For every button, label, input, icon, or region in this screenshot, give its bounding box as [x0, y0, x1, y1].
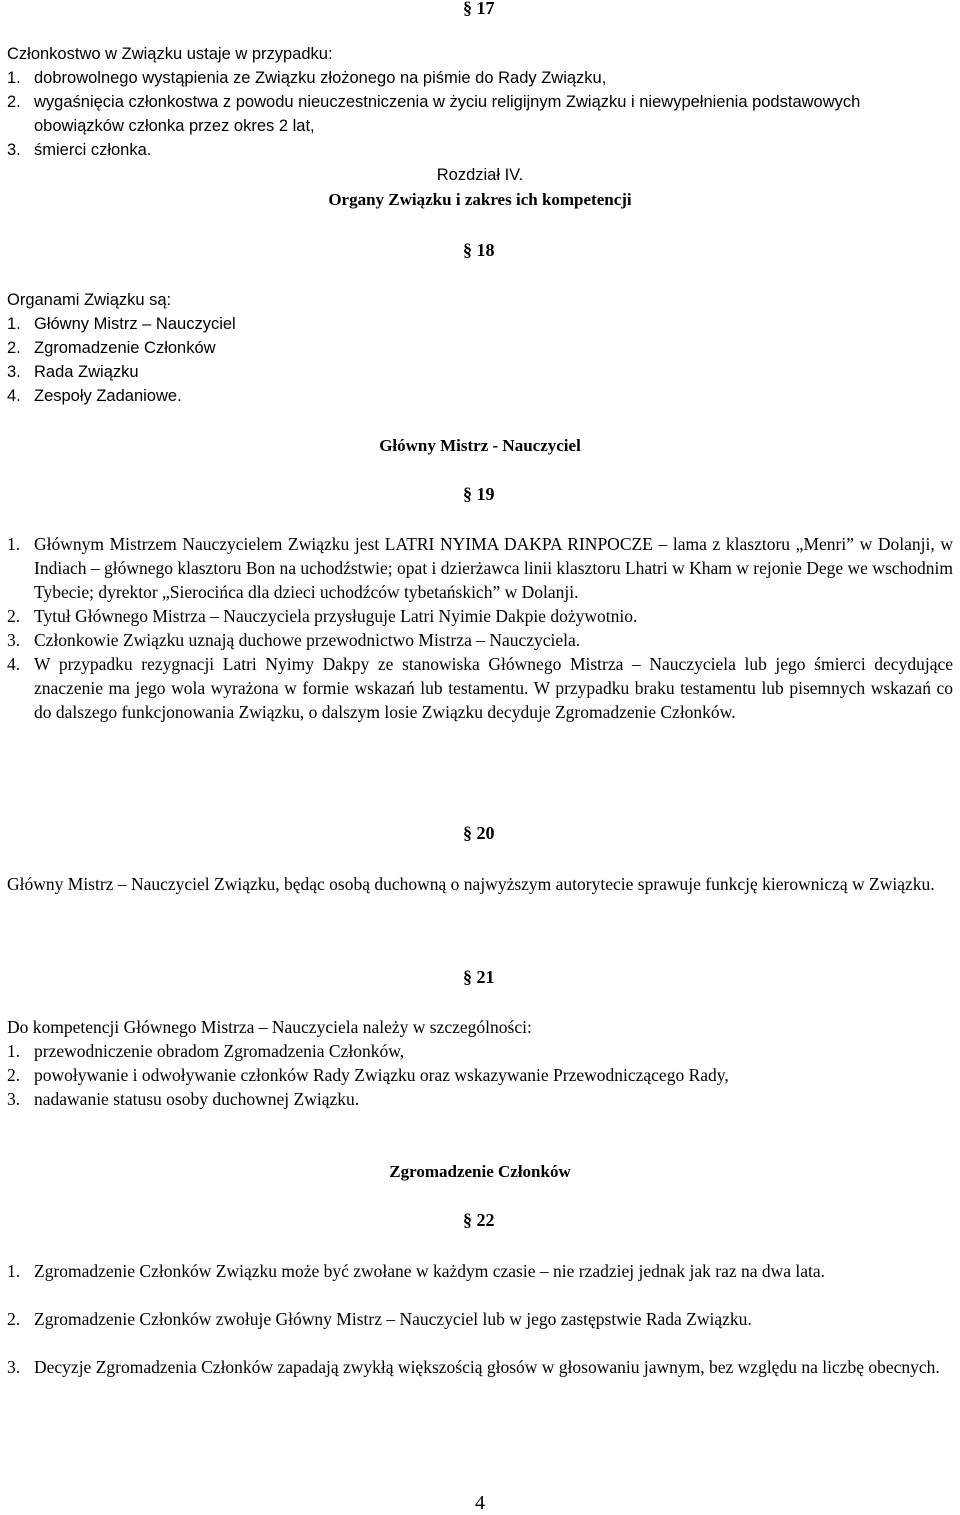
list-text: Zgromadzenie Członków Związku może być zwołane w każdym czasie – nie rzadziej jednak jak raz na dwa lata. [34, 1261, 826, 1281]
heading-general-assembly: Zgromadzenie Członków [389, 1162, 571, 1181]
section-21-intro: Do kompetencji Głównego Mistrza – Nauczyciela należy w szczególności: [7, 1017, 532, 1037]
list-number: 2. [7, 1065, 21, 1085]
section-19-body [7, 532, 953, 724]
section-19-sign: § 19 [463, 484, 495, 504]
chapter-title: Organy Związku i zakres ich kompetencji [328, 190, 632, 209]
section-17-sign: § 17 [463, 0, 495, 18]
list-number: 4. [7, 387, 21, 405]
section-20-text: Główny Mistrz – Nauczyciel Związku, będąc osobą duchowną o najwyższym autorytecie sprawuje funkcję kierowniczą w Związku. [7, 874, 935, 894]
list-item [7, 312, 953, 336]
list-text: wygaśnięcia członkostwa z powodu nieuczestniczenia w życiu religijnym Związku i niewypełnienia podstawowych obowiązków członka przez okres 2 lat, [34, 93, 861, 135]
list-number: 2. [7, 1309, 21, 1329]
list-text: nadawanie statusu osoby duchownej Związku. [34, 1089, 360, 1109]
heading-main-master: Główny Mistrz - Nauczyciel [379, 436, 581, 455]
list-item [7, 336, 953, 360]
section-21-body [7, 1015, 953, 1111]
list-number: 3. [7, 141, 21, 159]
list-text: dobrowolnego wystąpienia ze Związku złożonego na piśmie do Rady Związku, [34, 69, 607, 87]
list-text: Członkowie Związku uznają duchowe przewodnictwo Mistrza – Nauczyciela. [34, 630, 581, 650]
section-18-intro: Organami Związku są: [7, 291, 172, 309]
list-text: Głównym Mistrzem Nauczycielem Związku jest LATRI NYIMA DAKPA RINPOCZE – lama z klasztoru „Menri” w Dolanji, w Indiach – głównego klasztoru Bon na uchodźstwie; opat i dzierżawca linii klasztoru Lhatri w Kham w rejonie Dege we wschodnim Tybecie; dyrektor „Sierocińca dla dzieci uchodźców tybetańskich” w Dolanji. [34, 534, 953, 602]
list-item [7, 1039, 953, 1063]
list-number: 1. [7, 1261, 21, 1281]
list-number: 3. [7, 363, 21, 381]
list-text: Główny Mistrz – Nauczyciel [34, 315, 236, 333]
section-17-intro: Członkostwo w Związku ustaje w przypadku: [7, 45, 333, 63]
list-item [7, 138, 953, 162]
list-number: 2. [7, 93, 21, 111]
list-item [7, 1063, 953, 1087]
list-number: 3. [7, 1089, 21, 1109]
list-text: śmierci członka. [34, 141, 152, 159]
list-text: Zgromadzenie Członków zwołuje Główny Mistrz – Nauczyciel lub w jego zastępstwie Rada Związku. [34, 1309, 752, 1329]
list-item [7, 1259, 953, 1283]
list-text: Zespoły Zadaniowe. [34, 387, 182, 405]
section-20-body [7, 872, 953, 896]
section-22-body [7, 1259, 953, 1379]
page-number: 4 [475, 1492, 485, 1514]
list-number: 3. [7, 630, 21, 650]
list-text: przewodniczenie obradom Zgromadzenia Członków, [34, 1041, 405, 1061]
list-number: 2. [7, 606, 21, 626]
list-item [7, 1355, 953, 1379]
list-number: 1. [7, 1041, 21, 1061]
list-text: powoływanie i odwoływanie członków Rady Związku oraz wskazywanie Przewodniczącego Rady, [34, 1065, 729, 1085]
section-20-sign: § 20 [463, 823, 495, 843]
list-number: 1. [7, 69, 21, 87]
list-text: W przypadku rezygnacji Latri Nyimy Dakpy ze stanowiska Głównego Mistrza – Nauczyciela lub jego śmierci decydujące znaczenie ma jego wola wyrażona w formie wskazań lub testamentu. W przypadku braku testamentu lub pisemnych wskazań co do dalszego funkcjonowania Związku, o dalszym losie Związku decyduje Zgromadzenie Członków. [34, 654, 953, 722]
list-text: Decyzje Zgromadzenia Członków zapadają zwykłą większością głosów w głosowaniu jawnym, bez względu na liczbę obecnych. [34, 1357, 940, 1377]
list-text: Zgromadzenie Członków [34, 339, 216, 357]
list-item [7, 90, 953, 138]
chapter-label: Rozdział IV. [436, 166, 524, 184]
list-item [7, 1087, 953, 1111]
list-item [7, 66, 953, 90]
list-text: Rada Związku [34, 363, 139, 381]
list-text: Tytuł Głównego Mistrza – Nauczyciela przysługuje Latri Nyimie Dakpie dożywotnio. [34, 606, 638, 626]
section-21-sign: § 21 [463, 967, 495, 987]
list-item [7, 384, 953, 408]
list-item [7, 1307, 953, 1331]
section-17-body [7, 42, 953, 162]
list-number: 1. [7, 534, 21, 554]
section-22-sign: § 22 [463, 1210, 495, 1230]
list-number: 1. [7, 315, 21, 333]
list-number: 4. [7, 654, 21, 674]
section-18-sign: § 18 [463, 240, 495, 260]
list-item [7, 628, 953, 652]
list-item [7, 652, 953, 724]
list-item [7, 360, 953, 384]
list-item [7, 532, 953, 604]
list-number: 3. [7, 1357, 21, 1377]
list-item [7, 604, 953, 628]
section-18-body [7, 288, 953, 408]
list-number: 2. [7, 339, 21, 357]
